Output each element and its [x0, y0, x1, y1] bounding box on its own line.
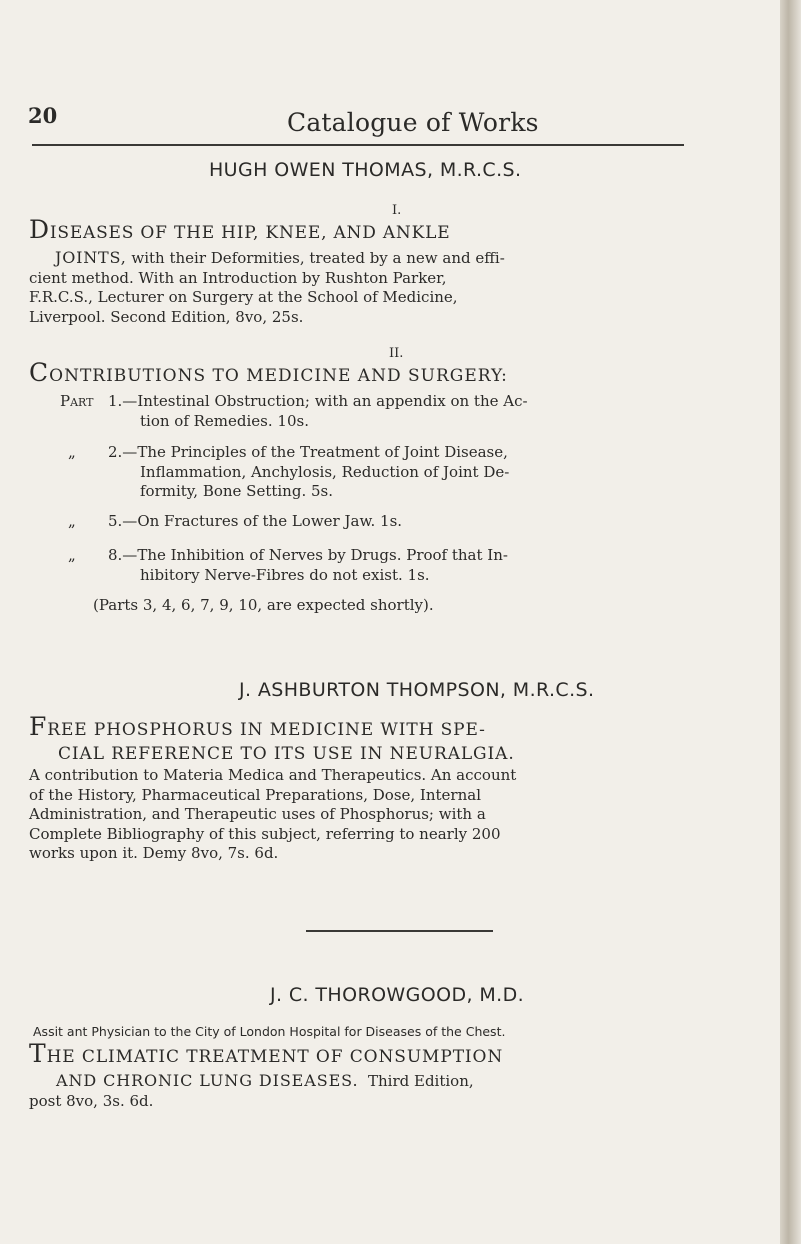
- desc-line: of the History, Pharmaceutical Preparations, Dose, Internal: [29, 785, 481, 804]
- desc-line: works upon it. Demy 8vo, 7s. 6d.: [29, 844, 279, 862]
- parts-note: (Parts 3, 4, 6, 7, 9, 10, are expected shortly).: [93, 596, 434, 614]
- desc-line: cient method. With an Introduction by Rushton Parker,: [29, 268, 447, 287]
- work-title-climatic-line2: AND CHRONIC LUNG DISEASES.: [56, 1071, 359, 1090]
- desc-line: F.R.C.S., Lecturer on Surgery at the School of Medicine,: [29, 288, 458, 306]
- work-title-phosphorus-line1: FREE PHOSPHORUS IN MEDICINE WITH SPE-: [29, 712, 486, 741]
- work-desc-climatic: AND CHRONIC LUNG DISEASES. Third Edition, post 8vo, 3s. 6d.: [29, 1071, 771, 1111]
- work-title-phosphorus-line2: CIAL REFERENCE TO ITS USE IN NEURALGIA.: [58, 744, 515, 764]
- work-title-diseases-line2: JOINTS,: [55, 248, 127, 267]
- desc-line: Complete Bibliography of this subject, referring to nearly 200: [29, 824, 501, 843]
- section-divider: [306, 930, 493, 932]
- work-title-climatic-line1: THE CLIMATIC TREATMENT OF CONSUMPTION: [29, 1039, 504, 1068]
- author-heading-thompson: J. ASHBURTON THOMPSON, M.R.C.S.: [239, 679, 595, 701]
- author-heading-thomas: HUGH OWEN THOMAS, M.R.C.S.: [209, 159, 522, 181]
- work-numeral-2: II.: [389, 346, 404, 361]
- author-heading-thorowgood: J. C. THOROWGOOD, M.D.: [270, 984, 525, 1006]
- drop-initial-c: C: [29, 358, 50, 387]
- drop-initial-t: T: [29, 1039, 47, 1068]
- work-numeral-1: I.: [392, 203, 402, 218]
- desc-line: Liverpool. Second Edition, 8vo, 25s.: [29, 307, 304, 326]
- catalogue-page: 20 Catalogue of Works HUGH OWEN THOMAS, M.R.C.S. I. DISEASES OF THE HIP, KNEE, AND ANKLE JOINTS, with their Deformities, treated by a new and effi- cient method. With an Introduction by Rushton Parker, F.R.C.S., Lecturer on Surgery at the School of Medicine, Liverpool. Second Edition, 8vo, 25s. II. CONTRIBUTIONS TO MEDICINE AND SURGERY: Part 1.—Intestinal Obstruction; with an appendix on the Ac- tion of Remedies. 10s. „ 2.—The Principles of the Treatment of Joint Disease, Inflammation, Anchylosis, Reduction of Joint De- formity, Bone Setting. 5s. „ 5.—On Fractures of the Lower Jaw. 1s. „ 8.—The Inhibition of Nerves by Drugs. Proof that In- hibitory Nerve-Fibres do not exist. 1s. (Parts 3, 4, 6, 7, 9, 10, are expected shortly). J. ASHBURTON THOMPSON, M.R.C.S. FREE PHOSPHORUS IN MEDICINE WITH SPE- CIAL REFERENCE TO ITS USE IN NEURALGIA. A contribution to Materia Medica and Therapeutics. An account of the History, Pharmaceutical Preparations, Dose, Internal Administration, and Therapeutic uses of Phosphorus; with a Complete Bibliography of this subject, referring to nearly 200 works upon it. Demy 8vo, 7s. 6d. J. C. THOROWGOOD, M.D. Assit ant Physician to the City of London Hospital for Diseases of the Chest. THE CLIMATIC TREATMENT OF CONSUMPTION AND CHRONIC LUNG DISEASES. Third Edition, post 8vo, 3s. 6d.: [0, 0, 780, 1244]
- work-desc-phosphorus: [29, 766, 771, 864]
- page-edge-shadow: [780, 0, 801, 1244]
- drop-initial-f: F: [29, 712, 48, 741]
- work-title-diseases-line1: DISEASES OF THE HIP, KNEE, AND ANKLE: [29, 215, 451, 244]
- work-title-contributions: CONTRIBUTIONS TO MEDICINE AND SURGERY:: [29, 358, 508, 387]
- author-affiliation: Assit ant Physician to the City of London Hospital for Diseases of the Chest.: [33, 1024, 506, 1039]
- work-desc-diseases: JOINTS, with their Deformities, treated by a new and effi- cient method. With an Introduction by Rushton Parker, F.R.C.S., Lecturer on Surgery at the School of Medicine, Liverpool. Second Edition, 8vo, 25s.: [29, 248, 771, 327]
- page-number: 20: [28, 103, 58, 128]
- desc-line: A contribution to Materia Medica and Therapeutics. An account: [29, 766, 517, 784]
- header-rule: [32, 144, 684, 146]
- drop-initial-d: D: [29, 215, 50, 244]
- running-head: Catalogue of Works: [287, 108, 539, 137]
- desc-line: Administration, and Therapeutic uses of Phosphorus; with a: [29, 805, 486, 823]
- desc-line: post 8vo, 3s. 6d.: [29, 1091, 154, 1110]
